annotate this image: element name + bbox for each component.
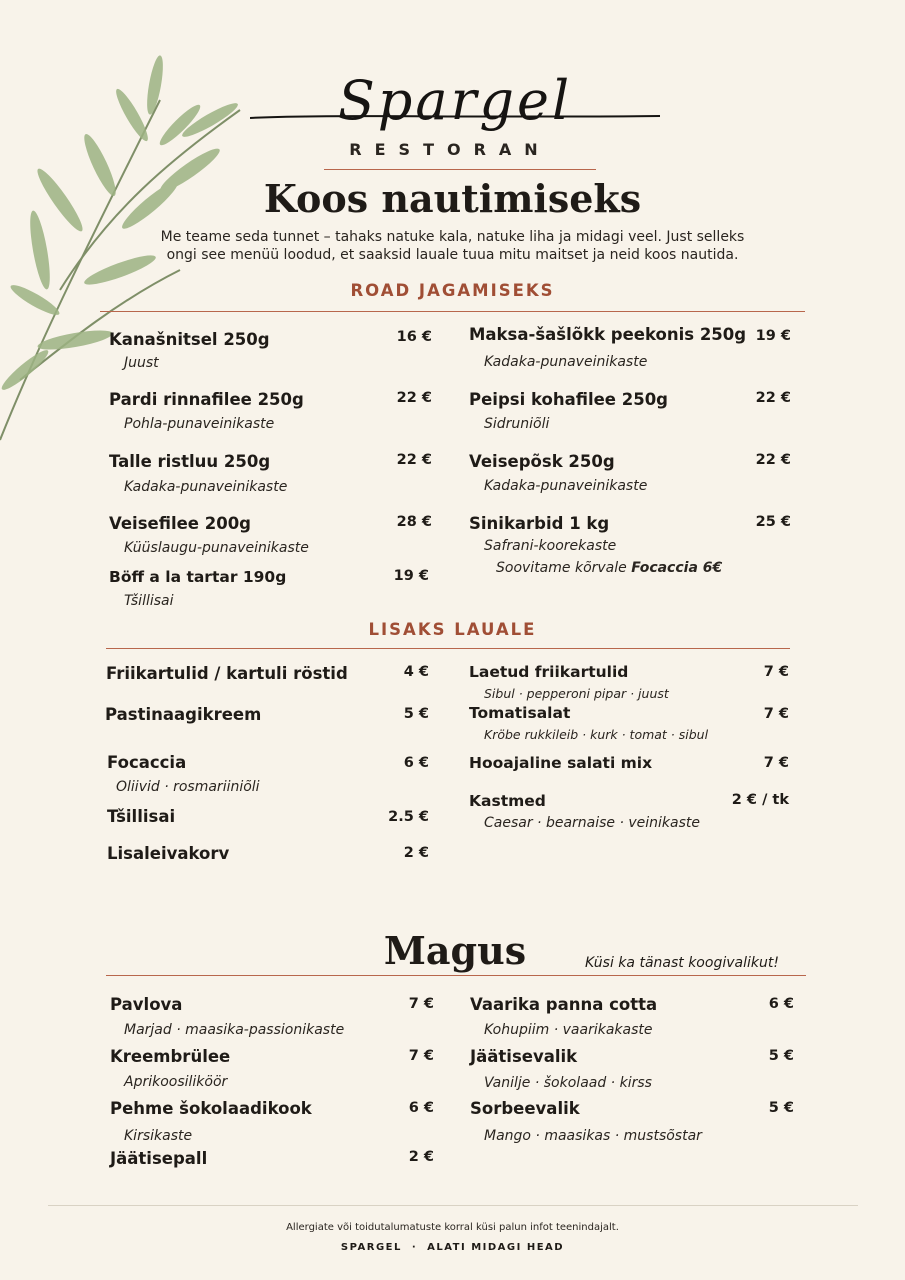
menu-item-price: 7 € xyxy=(763,755,789,771)
menu-item-price: 7 € xyxy=(408,996,434,1012)
menu-item-price: 2 € xyxy=(408,1149,434,1165)
cake-selection-note: Küsi ka tänast koogivalikut! xyxy=(585,955,779,971)
menu-item-price: 2 € / tk xyxy=(731,792,789,808)
page-title: Koos nautimiseks xyxy=(263,176,642,221)
menu-item-desc: Kohupiim · vaarikakaste xyxy=(484,1022,653,1038)
restaurant-subtitle: RESTORAN xyxy=(349,140,551,159)
menu-item-name: Böff a la tartar 190g xyxy=(109,568,287,586)
section-divider xyxy=(100,311,805,312)
menu-item-desc: Aprikoosiliköör xyxy=(124,1074,228,1090)
menu-item-desc: Kadaka-punaveinikaste xyxy=(484,478,648,494)
menu-item-price: 19 € xyxy=(393,568,429,584)
menu-item-name: Sinikarbid 1 kg xyxy=(469,514,610,533)
section-divider xyxy=(106,975,806,976)
menu-item-desc: Oliivid · rosmariiniõli xyxy=(116,779,260,795)
menu-item-price: 6 € xyxy=(408,1100,434,1116)
menu-item-name: Veisepõsk 250g xyxy=(469,452,615,471)
menu-item-desc: Tšillisai xyxy=(124,593,174,609)
intro-text xyxy=(120,228,785,264)
menu-item-desc: Kadaka-punaveinikaste xyxy=(124,479,288,495)
menu-item-name: Pastinaagikreem xyxy=(105,705,262,724)
section-divider xyxy=(106,648,790,649)
menu-item-price: 2 € xyxy=(403,845,429,861)
menu-item-name: Pavlova xyxy=(110,995,183,1014)
menu-item-price: 4 € xyxy=(403,664,429,680)
menu-item-name: Tšillisai xyxy=(107,807,176,826)
menu-item-desc: Pohla-punaveinikaste xyxy=(124,416,275,432)
menu-item-desc: Kröbe rukkileib · kurk · tomat · sibul xyxy=(484,727,709,742)
menu-item-name: Maksa-šašlõkk peekonis 250g xyxy=(469,325,747,344)
menu-item-name: Kastmed xyxy=(469,792,546,810)
menu-item-name: Tomatisalat xyxy=(469,704,571,722)
menu-item-price: 22 € xyxy=(396,452,432,468)
menu-item-name: Kreembrülee xyxy=(110,1047,231,1066)
footer-brand: SPARGEL · ALATI MIDAGI HEAD xyxy=(340,1242,565,1253)
menu-item-name: Talle ristluu 250g xyxy=(109,452,271,471)
menu-item-name: Jäätisevalik xyxy=(470,1047,578,1066)
footer-divider xyxy=(48,1205,858,1206)
menu-item-price: 5 € xyxy=(768,1048,794,1064)
menu-item-desc: Küüslaugu-punaveinikaste xyxy=(124,540,309,556)
menu-item-desc: Marjad · maasika-passionikaste xyxy=(124,1022,345,1038)
menu-item-name: Jäätisepall xyxy=(110,1149,208,1168)
menu-item-name: Kanašnitsel 250g xyxy=(109,330,270,349)
menu-item-desc: Sidruniõli xyxy=(484,416,550,432)
menu-item-desc: Caesar · bearnaise · veinikaste xyxy=(484,815,701,831)
recommendation-note xyxy=(496,560,722,576)
menu-item-name: Focaccia xyxy=(107,753,187,772)
menu-item-name: Veisefilee 200g xyxy=(109,514,251,533)
recommendation-highlight: Focaccia 6€ xyxy=(631,560,723,576)
menu-item-price: 2.5 € xyxy=(388,809,429,825)
intro-line: ongi see menüü loodud, et saaksid lauale tuua mitu maitset ja neid koos nautida. xyxy=(166,247,739,263)
intro-line: Me teame seda tunnet – tahaks natuke kala, natuke liha ja midagi veel. Just selleks xyxy=(160,229,745,245)
menu-item-price: 16 € xyxy=(396,329,432,345)
menu-item-price: 22 € xyxy=(755,390,791,406)
menu-item-name: Lisaleivakorv xyxy=(107,844,230,863)
section-heading-dessert: Magus xyxy=(383,928,527,973)
menu-item-price: 5 € xyxy=(768,1100,794,1116)
menu-item-name: Hooajaline salati mix xyxy=(469,754,653,772)
section-heading-sharing: ROAD JAGAMISEKS xyxy=(350,281,555,300)
menu-item-desc: Kadaka-punaveinikaste xyxy=(484,354,648,370)
menu-item-desc: Sibul · pepperoni pipar · juust xyxy=(484,686,669,701)
menu-item-desc: Kirsikaste xyxy=(124,1128,193,1144)
menu-item-name: Laetud friikartulid xyxy=(469,663,629,681)
menu-item-name: Pehme šokolaadikook xyxy=(110,1099,312,1118)
menu-item-name: Vaarika panna cotta xyxy=(470,995,658,1014)
menu-item-price: 28 € xyxy=(396,514,432,530)
menu-item-desc: Vanilje · šokolaad · kirss xyxy=(484,1075,652,1091)
menu-item-price: 6 € xyxy=(768,996,794,1012)
menu-item-price: 6 € xyxy=(403,755,429,771)
menu-item-price: 7 € xyxy=(763,664,789,680)
menu-item-name: Peipsi kohafilee 250g xyxy=(469,390,668,409)
subtitle-divider xyxy=(324,169,596,170)
menu-item-desc: Juust xyxy=(124,355,159,371)
logo: Spargel xyxy=(337,69,573,132)
allergy-note: Allergiate või toidutalumatuste korral küsi palun infot teenindajalt. xyxy=(286,1222,619,1233)
menu-item-price: 5 € xyxy=(403,706,429,722)
menu-item-desc: Safrani-koorekaste xyxy=(484,538,617,554)
menu-item-name: Friikartulid / kartuli röstid xyxy=(106,664,348,683)
menu-item-price: 22 € xyxy=(755,452,791,468)
menu-item-desc: Mango · maasikas · mustsõstar xyxy=(484,1128,702,1144)
menu-item-name: Pardi rinnafilee 250g xyxy=(109,390,304,409)
menu-item-name: Sorbeevalik xyxy=(470,1099,580,1118)
menu-item-price: 7 € xyxy=(408,1048,434,1064)
menu-item-price: 25 € xyxy=(755,514,791,530)
menu-item-price: 7 € xyxy=(763,706,789,722)
menu-item-price: 22 € xyxy=(396,390,432,406)
recommendation-text: Soovitame kõrvale xyxy=(496,560,632,576)
menu-item-price: 19 € xyxy=(755,328,791,344)
section-heading-extras: LISAKS LAUALE xyxy=(368,620,537,639)
